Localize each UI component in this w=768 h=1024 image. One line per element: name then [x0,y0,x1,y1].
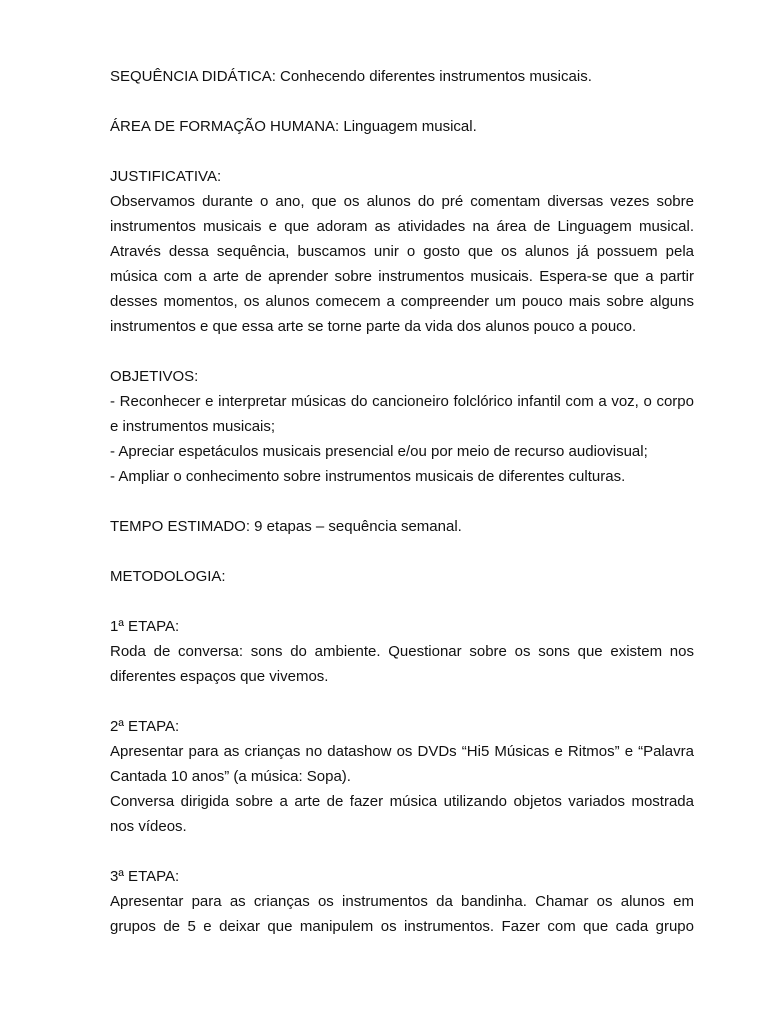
objetivos-heading: OBJETIVOS: [110,368,199,385]
tempo-estimado-line: TEMPO ESTIMADO: 9 etapas – sequência semanal. [110,518,462,535]
etapa-paragraph: Apresentar para as crianças no datashow os DVDs “Hi5 Músicas e Ritmos” e “Palavra Cantada 10 anos” (a música: Sopa). [110,743,694,785]
etapa-heading: 2ª ETAPA: [110,718,180,735]
document-page [110,64,694,939]
metodologia-heading: METODOLOGIA: [110,568,226,585]
etapa-heading: 1ª ETAPA: [110,618,180,635]
objetivo-item: - Ampliar o conhecimento sobre instrumentos musicais de diferentes culturas. [110,468,626,485]
etapa-paragraph: Conversa dirigida sobre a arte de fazer música utilizando objetos variados mostrada nos vídeos. [110,793,694,835]
area-line: ÁREA DE FORMAÇÃO HUMANA: Linguagem musical. [110,118,477,135]
etapa-paragraph: Roda de conversa: sons do ambiente. Questionar sobre os sons que existem nos diferentes espaços que vivemos. [110,643,694,685]
document-title: SEQUÊNCIA DIDÁTICA: Conhecendo diferentes instrumentos musicais. [110,68,592,85]
justificativa-text: Observamos durante o ano, que os alunos do pré comentam diversas vezes sobre instrumentos musicais e que adoram as atividades na área de Linguagem musical. Através dessa sequência, buscamos unir o gosto que os alunos já possuem pela música com a arte de aprender sobre instrumentos musicais. Espera-se que a partir desses momentos, os alunos comecem a compreender um pouco mais sobre alguns instrumentos e que essa arte se torne parte da vida dos alunos pouco a pouco. [110,193,694,335]
objetivo-item: - Apreciar espetáculos musicais presencial e/ou por meio de recurso audiovisual; [110,443,648,460]
objetivo-item: - Reconhecer e interpretar músicas do cancioneiro folclórico infantil com a voz, o corpo e instrumentos musicais; [110,393,694,435]
etapa-heading: 3ª ETAPA: [110,868,180,885]
justificativa-heading: JUSTIFICATIVA: [110,168,222,185]
etapa-paragraph: Apresentar para as crianças os instrumentos da bandinha. Chamar os alunos em grupos de 5 e deixar que manipulem os instrumentos. Fazer com que cada grupo [110,893,694,935]
